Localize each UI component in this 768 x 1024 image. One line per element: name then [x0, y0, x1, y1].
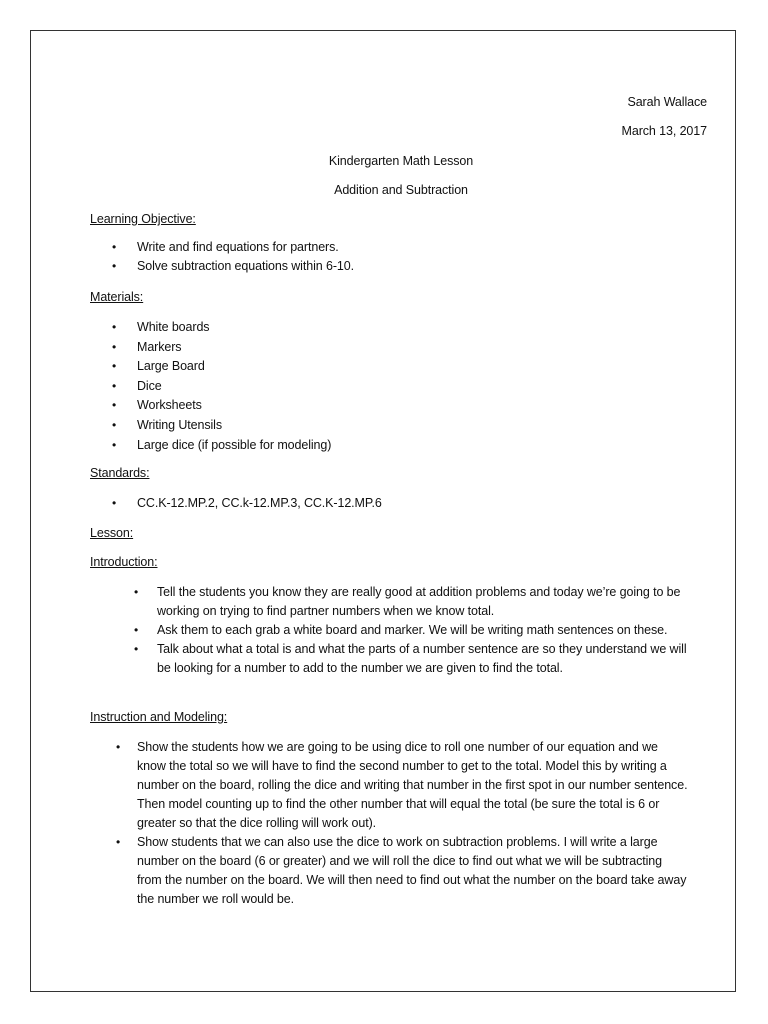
- standards-heading: Standards:: [90, 466, 150, 480]
- list-item: [112, 416, 677, 436]
- list-item: [134, 640, 687, 678]
- instruction-modeling-list: [116, 738, 689, 909]
- bullet-icon: •: [112, 339, 117, 354]
- introduction-list: [134, 583, 687, 678]
- list-item: [112, 494, 677, 513]
- bullet-icon: •: [116, 835, 121, 849]
- bullet-icon: •: [112, 437, 117, 452]
- list-item-text: CC.K-12.MP.2, CC.k-12.MP.3, CC.K-12.MP.6: [137, 496, 382, 510]
- list-item: [112, 257, 677, 276]
- bullet-icon: •: [112, 398, 117, 413]
- list-item: [134, 621, 687, 640]
- bullet-icon: •: [134, 642, 139, 656]
- bullet-icon: •: [112, 320, 117, 334]
- list-item-text: Worksheets: [137, 398, 202, 413]
- instruction-modeling-heading: Instruction and Modeling:: [90, 710, 228, 724]
- bullet-icon: •: [116, 740, 121, 754]
- list-item-text: Show the students how we are going to be using dice to roll one number of our equation and we know the total so we will have to find the second number to get to the total. Model this by writing a number on the board, rolling the dice and writing that number in the first spot in our number sentence. Then model counting up to find the other number that will equal the total (be sure the total is 6 or greater so that the dice rolling will work out).: [137, 740, 688, 830]
- learning-objective-list: [112, 238, 677, 276]
- list-item: [112, 436, 677, 456]
- document-title: Kindergarten Math Lesson: [328, 154, 474, 168]
- list-item-text: Large dice (if possible for modeling): [137, 437, 332, 452]
- bullet-icon: •: [112, 359, 117, 374]
- bullet-icon: •: [134, 585, 139, 599]
- list-item: [112, 396, 677, 416]
- list-item-text: Write and find equations for partners.: [137, 240, 339, 254]
- bullet-icon: •: [112, 259, 117, 273]
- list-item: [112, 377, 677, 397]
- list-item-text: Large Board: [137, 359, 205, 374]
- list-item: [112, 338, 677, 358]
- learning-objective-heading: Learning Objective:: [90, 212, 196, 226]
- document-subtitle: Addition and Subtraction: [334, 183, 468, 197]
- list-item: [116, 833, 689, 909]
- list-item-text: Solve subtraction equations within 6-10.: [137, 259, 354, 273]
- list-item-text: Tell the students you know they are really good at addition problems and today we’re going to be working on trying to find partner numbers when we know total.: [157, 585, 681, 618]
- bullet-icon: •: [112, 417, 117, 432]
- list-item-text: Dice: [137, 378, 162, 393]
- author-name: Sarah Wallace: [627, 95, 707, 109]
- bullet-icon: •: [112, 496, 117, 510]
- bullet-icon: •: [112, 378, 117, 393]
- materials-list: [112, 318, 677, 455]
- list-item: [134, 583, 687, 621]
- list-item: [116, 738, 689, 833]
- list-item-text: Ask them to each grab a white board and marker. We will be writing math sentences on these.: [157, 623, 668, 637]
- list-item: [112, 238, 677, 257]
- bullet-icon: •: [112, 240, 117, 254]
- list-item-text: Show students that we can also use the dice to work on subtraction problems. I will write a large number on the board (6 or greater) and we will roll the dice to find out what we will be subtracting from the number on the board. We will then need to find out what the number on the board take away the number we roll would be.: [137, 835, 687, 906]
- list-item-text: Markers: [137, 339, 182, 354]
- lesson-heading: Lesson:: [90, 526, 134, 540]
- list-item-text: Talk about what a total is and what the parts of a number sentence are so they understand we will be looking for a number to add to the number we are given to find the total.: [157, 642, 687, 675]
- list-item: [112, 318, 677, 338]
- standards-list: [112, 494, 677, 513]
- list-item-text: White boards: [137, 320, 210, 334]
- document-page: [30, 30, 736, 992]
- list-item: [112, 357, 677, 377]
- bullet-icon: •: [134, 623, 139, 637]
- introduction-heading: Introduction:: [90, 555, 158, 569]
- document-date: March 13, 2017: [621, 124, 707, 138]
- materials-heading: Materials:: [90, 290, 144, 304]
- list-item-text: Writing Utensils: [137, 417, 222, 432]
